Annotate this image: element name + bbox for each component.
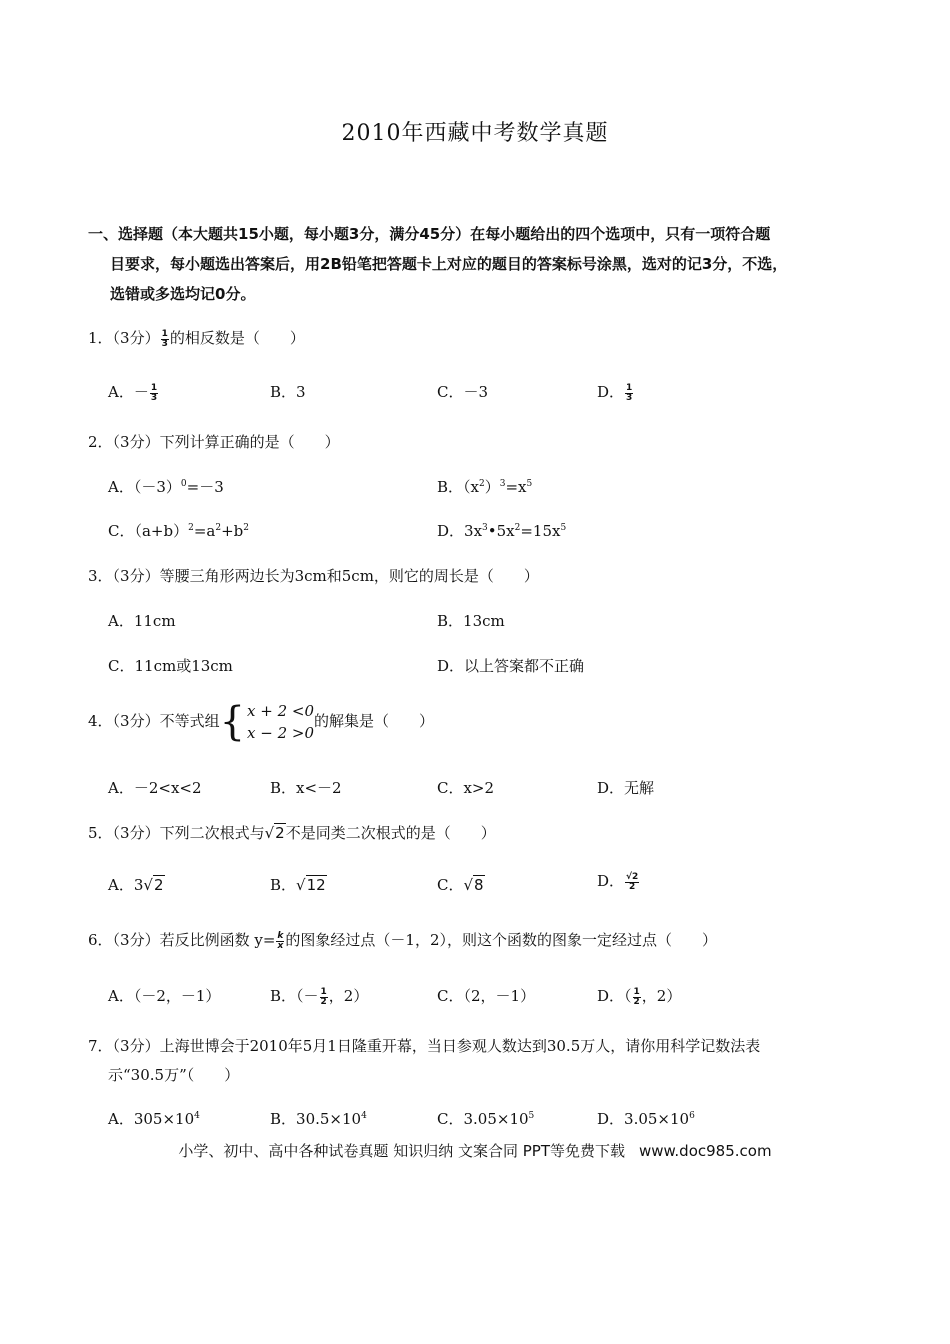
q3-option-d: D．以上答案都不正确 [437,657,585,675]
footer-link[interactable]: www.doc985.com [638,1142,772,1160]
q3-option-c: C．11cm或13cm [108,657,233,675]
page-title: 2010年西藏中考数学真题 [341,121,609,146]
question-2: 2．（3分）下列计算正确的是（ ） [88,433,340,451]
q7-option-b: B．$30.5\times 10^4$ [270,1110,367,1128]
q2-option-a: A．$(-3)^0=-3$ [108,478,224,496]
q1-option-c: C．－3 [437,383,489,401]
question-7-line-1: 7．（3分）上海世博会于2010年5月1日隆重开幕，当日参观人数达到30.5万人，请你用科学记数法表 [88,1037,761,1055]
q7-option-c: C．$3.05\times 10^5$ [437,1110,535,1128]
sqrt-expression: √2 [264,824,285,842]
q5-option-d: D． $\frac{√2}{2}$ [597,871,639,892]
instruction-line-1: 一、选择题（本大题共15小题，每小题3分，满分45分）在每小题给出的四个选项中，只有一项符合题 [88,225,771,243]
fraction: $\frac{k}{x}$ [277,930,284,951]
inequality-system: { x + 2 <0 x − 2 >0 [219,699,315,745]
q5-option-a: A．3√2 [108,876,164,894]
q4-option-b: B．x<－2 [270,779,342,797]
question-7-line-2: 示“30.5万”（ ） [108,1066,240,1084]
question-6: 6．（3分）若反比例函数 y= $\frac{k}{x}$ 的图象经过点（－1，2），则这个函数的图象一定经过点（ ） [88,930,717,951]
q7-option-a: A．$305\times 10^4$ [108,1110,200,1128]
q2-option-b: B．$(x^2)^3=x^5$ [437,478,533,496]
q6-option-c: C．（2，－1） [437,987,536,1005]
q1-option-a: A．－ $\frac{1}{3}$ [108,382,158,403]
section-instructions [88,219,863,309]
question-5: 5．（3分）下列二次根式与√2不是同类二次根式的是（ ） [88,824,496,842]
footer-text: 小学、初中、高中各种试卷真题 知识归纳 文案合同 PPT等免费下载 [178,1142,625,1160]
q1-option-d: D． $\frac{1}{3}$ [597,382,633,403]
q2-option-c: C．$(a+b)^2=a^2+b^2$ [108,522,249,540]
q6-option-d: D．（ $\frac{1}{2}$ ，2） [597,986,682,1007]
q5-option-c: C．√8 [437,876,484,894]
q3-option-b: B．13cm [437,612,505,630]
q6-option-b: B．（－ $\frac{1}{2}$ ，2） [270,986,369,1007]
instruction-line-3: 选错或多选均记0分。 [110,285,256,303]
question-1: 1．（3分） $\frac{1}{3}$ 的相反数是（ ） [88,328,305,349]
q7-option-d: D．$3.05\times 10^6$ [597,1110,695,1128]
q4-option-a: A．－2<x<2 [108,779,202,797]
q2-option-d: D．$3x^3•5x^2=15x^5$ [437,522,567,540]
instruction-line-2: 目要求，每小题选出答案后，用2B铅笔把答题卡上对应的题目的答案标号涂黑，选对的记3分，不选， [110,255,788,273]
q4-option-c: C．x>2 [437,779,495,797]
q5-option-b: B．√12 [270,876,326,894]
q6-option-a: A．（－2，－1） [108,987,221,1005]
q1-option-b: B．3 [270,383,306,401]
q3-option-a: A．11cm [108,612,176,630]
question-4: 4．（3分）不等式组 { x + 2 <0 x − 2 >0 的解集是（ ） [88,699,435,745]
q4-option-d: D．无解 [597,779,655,797]
fraction: $\frac{1}{3}$ [161,328,168,349]
question-3: 3．（3分）等腰三角形两边长为3cm和5cm，则它的周长是（ ） [88,567,539,585]
footer [0,1140,950,1161]
